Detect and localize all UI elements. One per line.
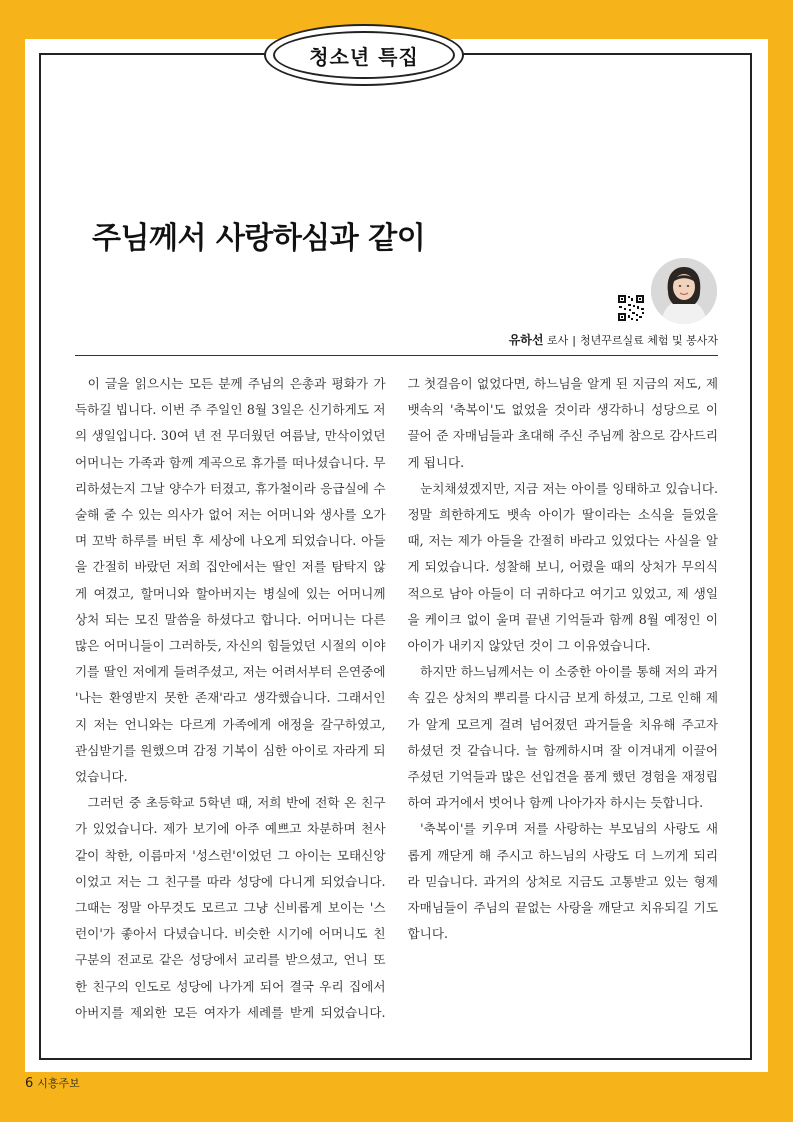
byline-separator: |	[572, 334, 576, 347]
body-paragraph: 이 글을 읽으시는 모든 분께 주님의 은총과 평화가 가득하길 빕니다. 이번 주 주일인 8월 3일은 신기하게도 저의 생일입니다. 30여 년 전 무더웠던 여름날, 만삭이었던 어머니는 가족과 함께 계곡으로 휴가를 떠나셨습니다. 무리하셨는지 그날 양수가 터졌고, 휴가철이라 응급실에 수술해 줄 수 있는 의사가 없어 저는 어머니와 생사를 오가며 꼬박 하루를 버틴 후 세상에 나오게 되었습니다. 아들을 간절히 바랐던 저희 집안에서는 딸인 저를 탐탁지 않게 여겼고, 할머니와 할아버지는 병실에 있는 어머니께 상처 되는 모진 말씀을 하셨다고 합니다. 어머니는 다른 많은 어머니들이 그러하듯, 자신의 힘들었던 시절의 이야기를 딸인 저에게 들려주셨고, 저는 어려서부터 은연중에 '나는 환영받지 못한 존재'라고 생각했습니다. 그래서인지 저는 언니와는 다르게 가족에게 애정을 갈구하였고, 관심받기를 원했으며 감정 기복이 심한 아이로 자라게 되었습니다.	[75, 376, 386, 785]
body-paragraph: 눈치채셨겠지만, 지금 저는 아이를 잉태하고 있습니다. 정말 희한하게도 뱃속 아이가 딸이라는 소식을 들었을 때, 저는 제가 아들을 간절히 바라고 있었다는 사실을 알게 되었습니다. 성찰해 보니, 어렸을 때의 상처가 무의식적으로 남아 아들이 더 귀하다고 여기고 있었고, 제 생일을 케이크 없이 울며 끝낸 기억들과 함께 8월 예정인 이 아이가 내키지 않았던 것이 그 이유였습니다.	[407, 480, 718, 654]
author-byline	[509, 331, 718, 348]
qr-code-icon[interactable]	[617, 294, 645, 322]
publication-name: 시흥주보	[37, 1077, 80, 1090]
section-badge-inner	[273, 31, 455, 79]
page-footer	[25, 1075, 80, 1091]
article-body	[75, 371, 718, 1041]
body-paragraph: '축복이'를 키우며 저를 사랑하는 부모님의 사랑도 새롭게 깨닫게 해 주시고 하느님의 사랑도 더 느끼게 되리라 믿습니다. 과거의 상처로 지금도 고통받고 있는 형제자매님들이 주님의 끝없는 사랑을 깨닫고 치유되길 기도합니다.	[407, 821, 718, 942]
author-name: 유하선	[508, 333, 544, 347]
section-title: 청소년 특집	[309, 44, 419, 69]
author-avatar	[651, 258, 717, 324]
body-paragraph: 하지만 하느님께서는 이 소중한 아이를 통해 저의 과거 속 깊은 상처의 뿌리를 다시금 보게 하셨고, 그로 인해 제가 알게 모르게 걸려 넘어졌던 과거들을 치유해 주고자 하셨던 것 같습니다. 늘 함께하시며 잘 이겨내게 이끌어주셨던 기억들과 많은 선입견을 품게 했던 경험을 재정립하여 과거에서 벗어나 함께 나아가자 하시는 듯합니다.	[407, 664, 718, 811]
page-number: 6	[25, 1076, 34, 1091]
article-title: 주님께서 사랑하심과 같이	[92, 221, 426, 256]
author-role: 로사	[547, 334, 569, 347]
title-divider	[75, 355, 718, 356]
section-badge	[264, 24, 464, 86]
body-paragraph: 그러던 중 초등학교 5학년 때, 저희 반에 전학 온 친구가 있었습니다. 제가 보기에 아주 예쁘고 차분하며 천사같이 착한, 이름마저 '성스런'이었던 그 아이는 모태신앙이었고 저는 그 친구를 따라 성당에 다니게 되었습니다. 그때는 정말 아무것도 모르고 그냥 신비롭게 보이는 '스런이'가 좋아서 다녔습니다. 비슷한 시기에 어머니도 친구분의 전교로 같은 성당에서 교리를 받으셨고, 언니 또한 친구의 인도로 성당에 나가게 되어 결국 우리 집에서 아버지를 제외한 모든 여자가 세례를 받게 되었습니다. 그 첫걸음이 없었다면, 하느님을 알게 된 지금의 저도, 제 뱃속의 '축복이'도 없었을 것이라 생각하니 성당으로 이끌어 준 자매님들과 초대해 주신 주님께 참으로 감사드리게 됩니다.	[75, 376, 718, 1020]
author-description: 청년꾸르실료 체험 및 봉사자	[579, 334, 718, 347]
